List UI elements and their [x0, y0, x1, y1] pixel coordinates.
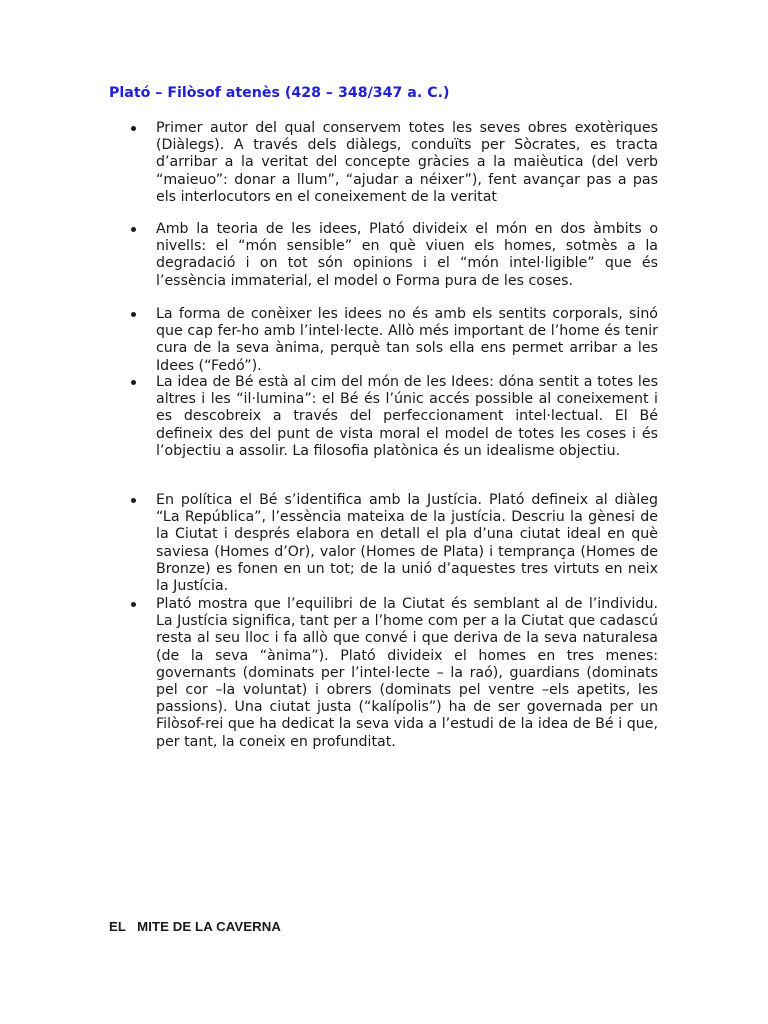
list-item-text: Plató mostra que l’equilibri de la Ciutat és semblant al de l’individu. La Justícia significa, tant per a l’home com per a la Ciutat que cadascú resta al seu lloc i fa allò que convé i que deriva de la seva naturalesa (de la seva “ànima”). Plató divideix el homes en tres menes: governants (dominats per l’intel·lecte – la raó), guardians (dominats pel cor –la voluntat) i obrers (dominats pel ventre –els apetits, les passions). Una ciutat justa (“kalípolis”) ha de ser governada per un Filòsof-rei que ha dedicat la seva vida a l’estudi de la idea de Bé i que, per tant, la coneix en profunditat. — [156, 596, 658, 750]
list-item-text: La forma de conèixer les idees no és amb els sentits corporals, sinó que cap fer-ho amb l’intel·lecte. Allò més important de l’home és tenir cura de la seva ànima, perquè tan sols ella ens permet arribar a les Idees (“Fedó”). — [156, 306, 658, 374]
bullet-icon — [131, 602, 136, 607]
list-item-text: Amb la teoria de les idees, Plató divideix el món en dos àmbits o nivells: el “món sensible” en què viuen els homes, sotmès a la degradació i on tot són opinions i el “món intel·ligible” que és l’essència immaterial, el model o Forma pura de les coses. — [156, 221, 658, 289]
list-item — [156, 120, 658, 206]
list-item — [156, 492, 658, 595]
list-item — [156, 221, 658, 290]
bullet-icon — [131, 227, 136, 232]
bullet-icon — [131, 312, 136, 317]
page-title: Plató – Filòsof atenès (428 – 348/347 a. C.) — [109, 85, 450, 101]
list-item-text: En política el Bé s’identifica amb la Justícia. Plató defineix al diàleg “La República”, l’essència mateixa de la justícia. Descriu la gènesi de la Ciutat i després elabora en detall el pla d’una ciutat ideal en què saviesa (Homes d’Or), valor (Homes de Plata) i temprança (Homes de Bronze) es fonen en un tot; de la unió d’aquestes tres virtuts en neix la Justícia. — [156, 492, 658, 595]
bullet-icon — [131, 126, 136, 131]
bullet-icon — [131, 380, 136, 385]
list-item — [156, 306, 658, 375]
section-heading: EL MITE DE LA CAVERNA — [109, 919, 282, 934]
list-item-text: Primer autor del qual conservem totes les seves obres exotèriques (Diàlegs). A través dels diàlegs, conduïts per Sòcrates, es tracta d’arribar a la veritat del concepte gràcies a la maièutica (del verb “maieuo”: donar a llum”, “ajudar a néixer”), fent avançar pas a pas els interlocutors en el coneixement de la veritat — [156, 120, 658, 205]
bullet-icon — [131, 498, 136, 503]
list-item — [156, 374, 658, 460]
list-item-text: La idea de Bé està al cim del món de les Idees: dóna sentit a totes les altres i les “il·lumina”: el Bé és l’únic accés possible al coneixement i es descobreix a través del perfeccionament intel·lectual. El Bé defineix des del punt de vista moral el model de totes les coses i és l’objectiu a assolir. La filosofia platònica és un idealisme objectiu. — [156, 374, 658, 459]
list-item — [156, 596, 658, 751]
